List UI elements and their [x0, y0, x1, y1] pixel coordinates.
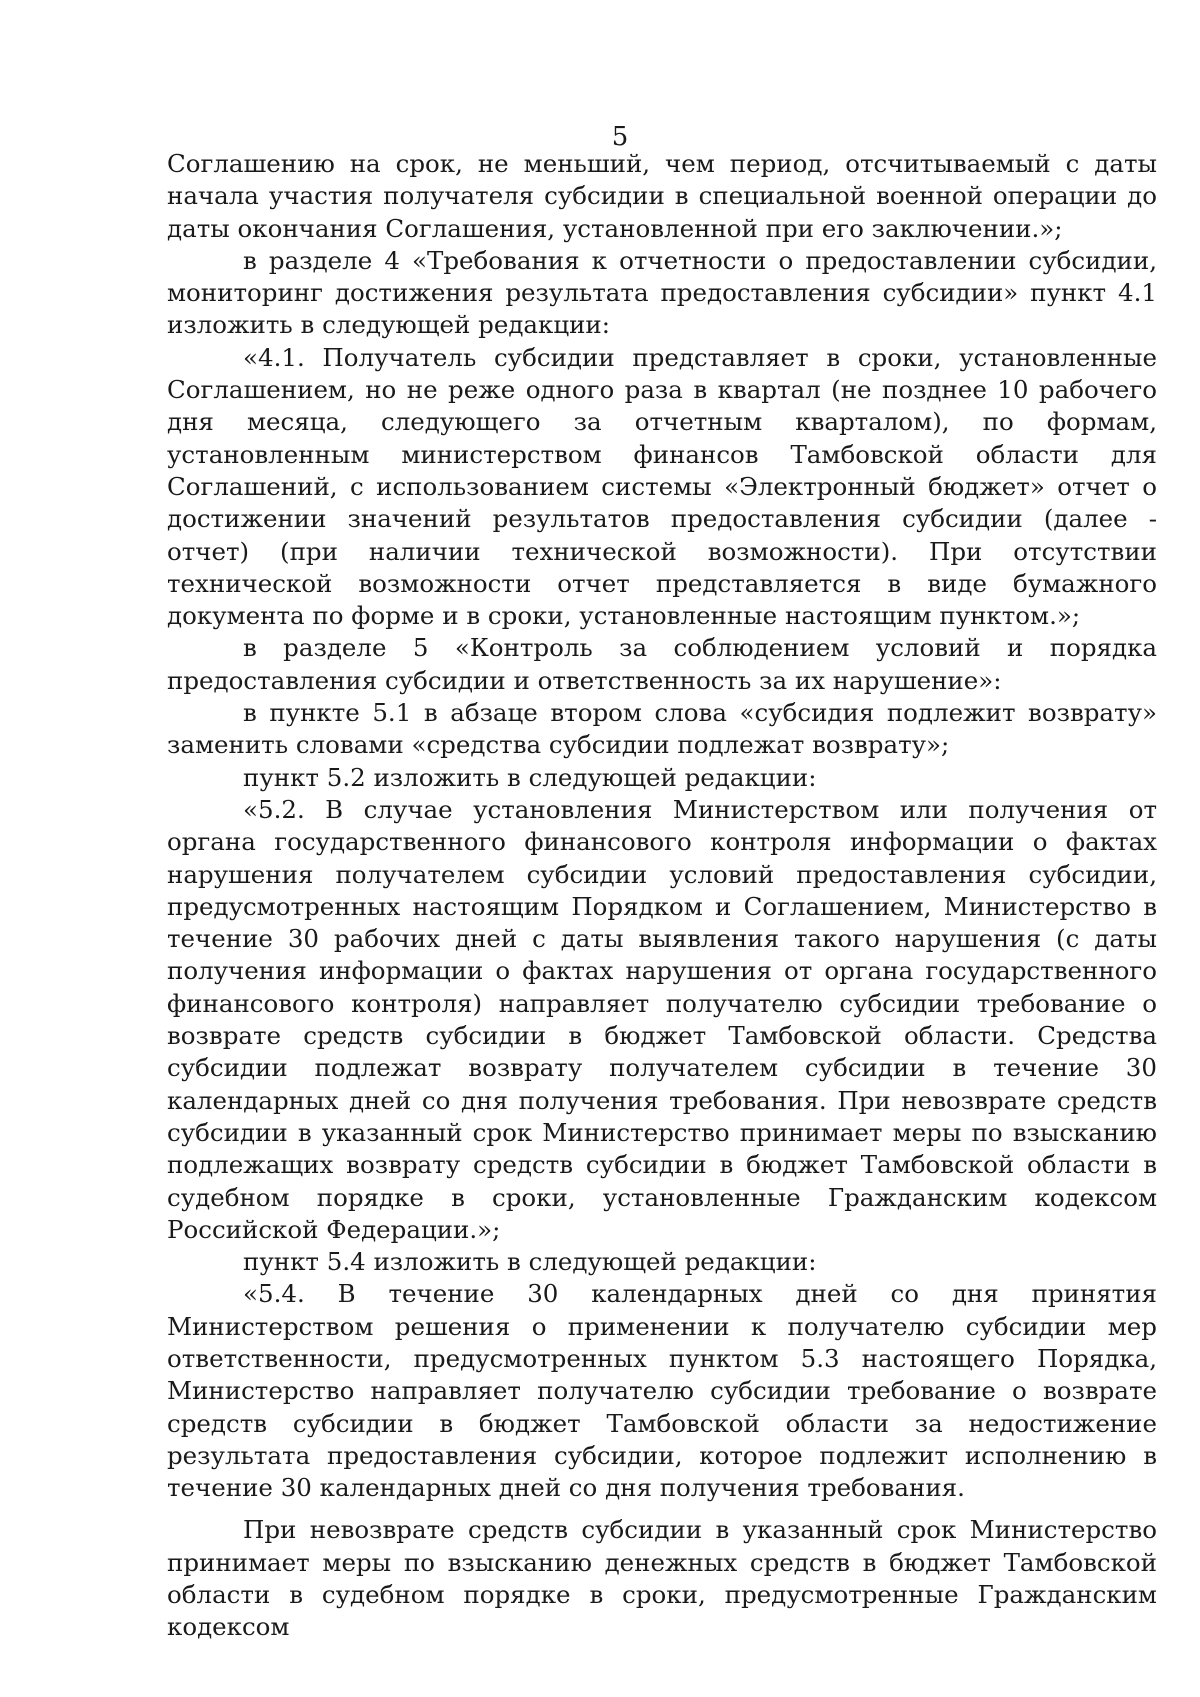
document-body — [167, 148, 1157, 1644]
paragraph-clause-5-1-amendment: в пункте 5.1 в абзаце втором слова «субсидия подлежит возврату» заменить словами «средства субсидии подлежат возврату»; — [167, 698, 1157, 760]
paragraph-clause-5-2: «5.2. В случае установления Министерством или получения от органа государственного финансового контроля информации о фактах нарушения получателем субсидии условий предоставления субсидии, предусмотренных настоящим Порядком и Соглашением, Министерство в течение 30 рабочих дней с даты выявления такого нарушения (с даты получения информации о фактах нарушения от органа государственного финансового контроля) направляет получателю субсидии требование о возврате средств субсидии в бюджет Тамбовской области. Средства субсидии подлежат возврату получателем субсидии в течение 30 календарных дней со дня получения требования. При невозврате средств субсидии в указанный срок Министерство принимает меры по взысканию подлежащих возврату средств субсидии в бюджет Тамбовской области в судебном порядке в сроки, установленные Гражданским кодексом Российской Федерации.»; — [167, 794, 1157, 1244]
paragraph-clause-4-1: «4.1. Получатель субсидии представляет в сроки, установленные Соглашением, но не реже одного раза в квартал (не позднее 10 рабочего дня месяца, следующего за отчетным кварталом), по формам, установленным министерством финансов Тамбовской области для Соглашений, с использованием системы «Электронный бюджет» отчет о достижении значений результатов предоставления субсидии (далее - отчет) (при наличии технической возможности). При отсутствии технической возможности отчет представляется в виде бумажного документа по форме и в сроки, установленные настоящим пунктом.»; — [167, 342, 1157, 631]
paragraph-clause-5-4-intro: пункт 5.4 изложить в следующей редакции: — [243, 1247, 817, 1277]
paragraph-section-4-amendment: в разделе 4 «Требования к отчетности о предоставлении субсидии, мониторинг достижения результата предоставления субсидии» пункт 4.1 изложить в следующей редакции: — [167, 245, 1157, 340]
paragraph-clause-5-2-intro: пункт 5.2 изложить в следующей редакции: — [243, 762, 817, 792]
paragraph-clause-5-4: «5.4. В течение 30 календарных дней со дня принятия Министерством решения о применении к получателю субсидии мер ответственности, предусмотренных пунктом 5.3 настоящего Порядка, Министерство направляет получателю субсидии требование о возврате средств субсидии в бюджет Тамбовской области за недостижение результата предоставления субсидии, которое подлежит исполнению в течение 30 календарных дней со дня получения требования. — [167, 1279, 1157, 1503]
paragraph-continuation: Соглашению на срок, не меньший, чем период, отсчитываемый с даты начала участия получателя субсидии в специальной военной операции до даты окончания Соглашения, установленной при его заключении.»; — [167, 149, 1157, 243]
paragraph-section-5-amendment: в разделе 5 «Контроль за соблюдением условий и порядка предоставления субсидии и ответственность за их нарушение»: — [167, 633, 1157, 695]
page-number: 5 — [611, 122, 629, 152]
paragraph-non-return-measures: При невозврате средств субсидии в указанный срок Министерство принимает меры по взысканию денежных средств в бюджет Тамбовской области в судебном порядке в сроки, предусмотренные Гражданским кодексом — [167, 1515, 1157, 1642]
